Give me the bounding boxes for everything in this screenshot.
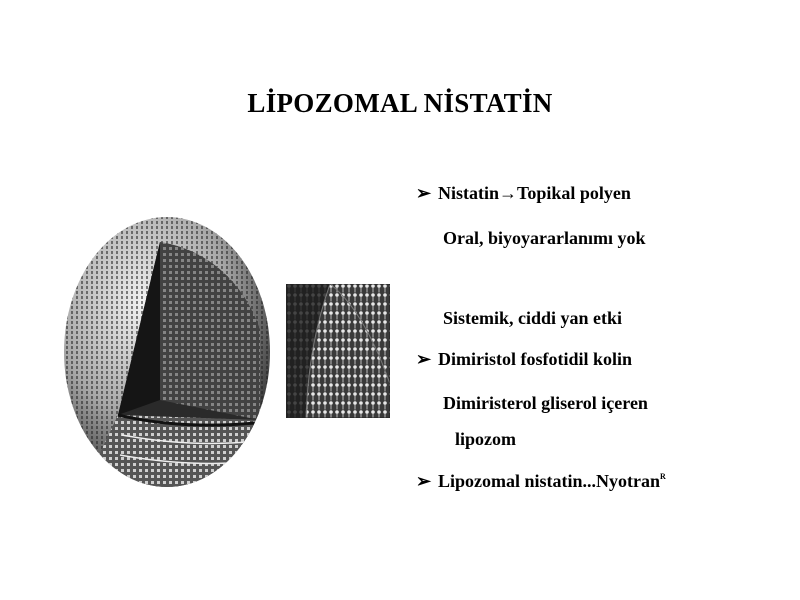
bullet-item-2 [416, 349, 632, 370]
arrow-bullet-icon: ➢ [416, 471, 432, 491]
text-line: Sistemik, ciddi yan etki [443, 308, 623, 328]
registered-mark: R [660, 472, 666, 481]
text-line: lipozom [455, 429, 516, 449]
slide-title: LİPOZOMAL NİSTATİN [247, 88, 553, 118]
arrow-bullet-icon: ➢ [416, 349, 432, 369]
bullet-text: Lipozomal nistatin...Nyotran [438, 471, 661, 491]
arrow-bullet-icon: ➢ [416, 183, 432, 203]
text-line: Dimiristerol gliserol içeren [443, 393, 648, 413]
liposome-sphere-illustration [60, 210, 275, 495]
bullet-text: Dimiristol fosfotidil kolin [438, 349, 633, 369]
bullet-item-1 [416, 183, 631, 204]
bullet-text: Nistatin→Topikal polyen [438, 183, 631, 203]
liposome-bilayer-detail-illustration [286, 284, 390, 418]
bullet-item-3 [416, 471, 666, 492]
text-line: Oral, biyoyararlanımı yok [443, 228, 646, 248]
